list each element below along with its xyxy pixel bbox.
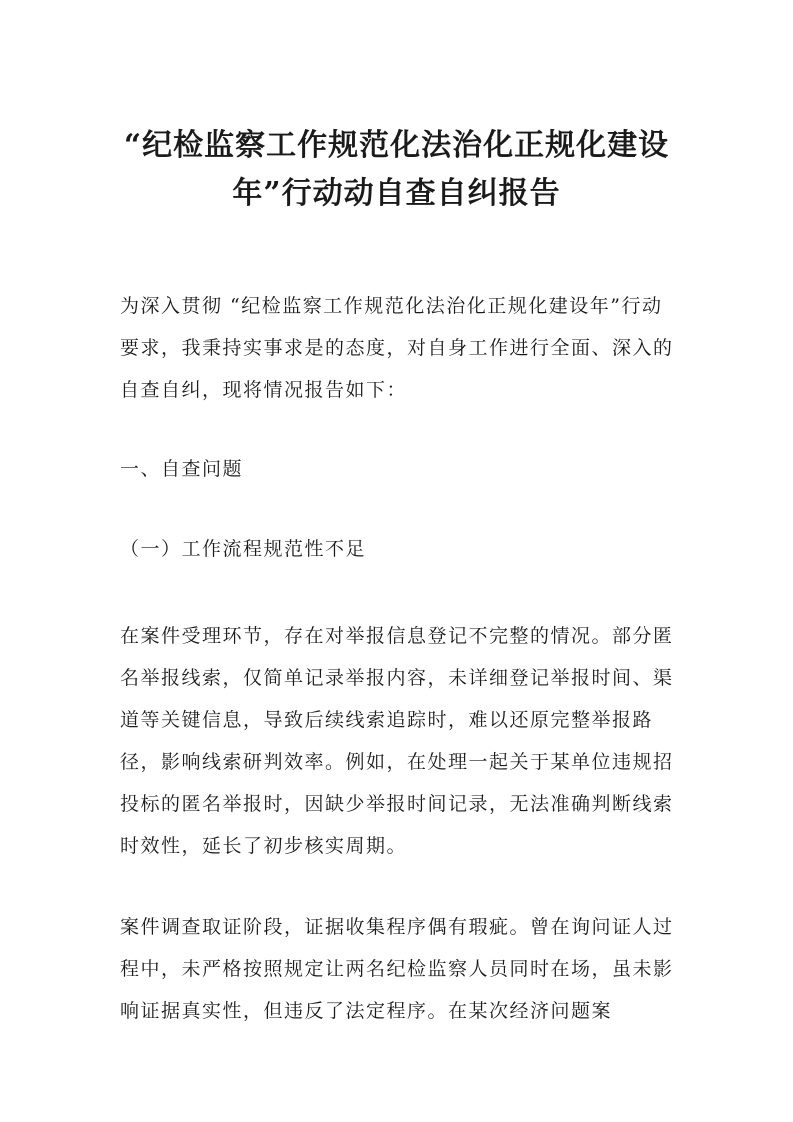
document-title-line-1: “纪检监察工作规范化法治化正规化建设 — [123, 128, 670, 163]
document-title-line-2: 年”行动动自查自纠报告 — [232, 176, 561, 211]
intro-paragraph: 为深入贯彻 “纪检监察工作规范化法治化正规化建设年”行动要求，我秉持实事求是的态度，对自身工作进行全面、深入的自查自纠，现将情况报告如下： — [120, 295, 674, 401]
section-heading-self-check-issues: 一、自查问题 — [120, 458, 244, 480]
subsection-heading-workflow-standardization: （一）工作流程规范性不足 — [120, 538, 367, 560]
body-paragraph-case-acceptance: 在案件受理环节，存在对举报信息登记不完整的情况。部分匿名举报线索，仅简单记录举报内容，未详细登记举报时间、渠道等关键信息，导致后续线索追踪时，难以还原完整举报路径，影响线索研判效率。例如，在处理一起关于某单位违规招投标的匿名举报时，因缺少举报时间记录，无法准确判断线索时效性，延长了初步核实周期。 — [120, 625, 674, 857]
body-paragraph-evidence-collection: 案件调查取证阶段，证据收集程序偶有瑕疵。曾在询问证人过程中，未严格按照规定让两名纪检监察人员同时在场，虽未影响证据真实性，但违反了法定程序。在某次经济问题案 — [120, 916, 674, 1022]
